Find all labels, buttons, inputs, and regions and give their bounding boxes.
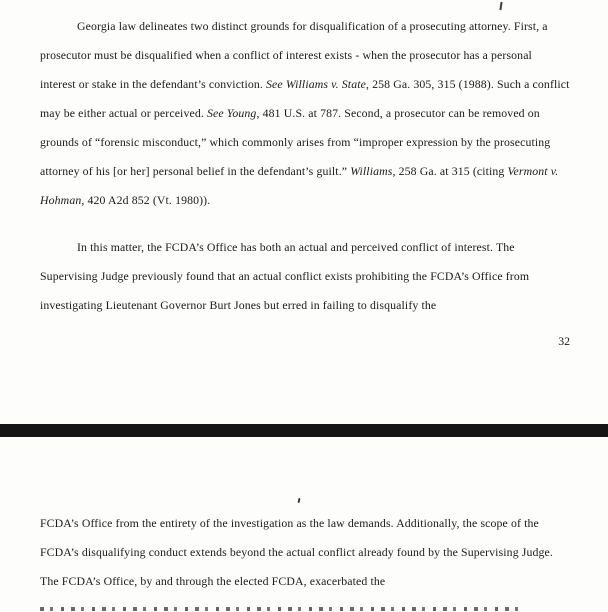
document-page-bottom	[40, 509, 570, 596]
scan-artifact-mid	[298, 498, 301, 503]
document-page-top	[40, 12, 570, 356]
paragraph-fcda-conflict: In this matter, the FCDA’s Office has both an actual and perceived conflict of interest. The Supervising Judge previously found that an actual conflict exists prohibiting the FCDA’s Office from investigating Lieutenant Governor Burt Jones but erred in failing to disqualify the	[40, 240, 530, 312]
clipped-text-line	[40, 607, 526, 611]
page-number: 32	[558, 334, 570, 348]
scan-artifact-top	[499, 2, 502, 10]
paragraph-legal-grounds: Georgia law delineates two distinct grounds for disqualification of a prosecuting attorney. First, a prosecutor must be disqualified when a conflict of interest exists - when the prosecutor has a personal interest or stake in the defendant’s conviction. See Williams v. State, 258 Ga. 305, 315 (1988). Such a conflict may be either actual or perceived. See Young, 481 U.S. at 787. Second, a prosecutor can be removed on grounds of “forensic misconduct,” which commonly arises from “improper expression by the prosecuting attorney of his [or her] personal belief in the defendant’s guilt.” Williams, 258 Ga. at 315 (citing Vermont v. Hohman, 420 A2d 852 (Vt. 1980)).	[40, 19, 570, 207]
paragraph-continuation: FCDA’s Office from the entirety of the investigation as the law demands. Additionally, the scope of the FCDA’s disqualifying conduct extends beyond the actual conflict already found by the Supervising Judge. The FCDA’s Office, by and through the elected FCDA, exacerbated the	[40, 516, 553, 588]
page-separator-bar	[0, 424, 608, 437]
